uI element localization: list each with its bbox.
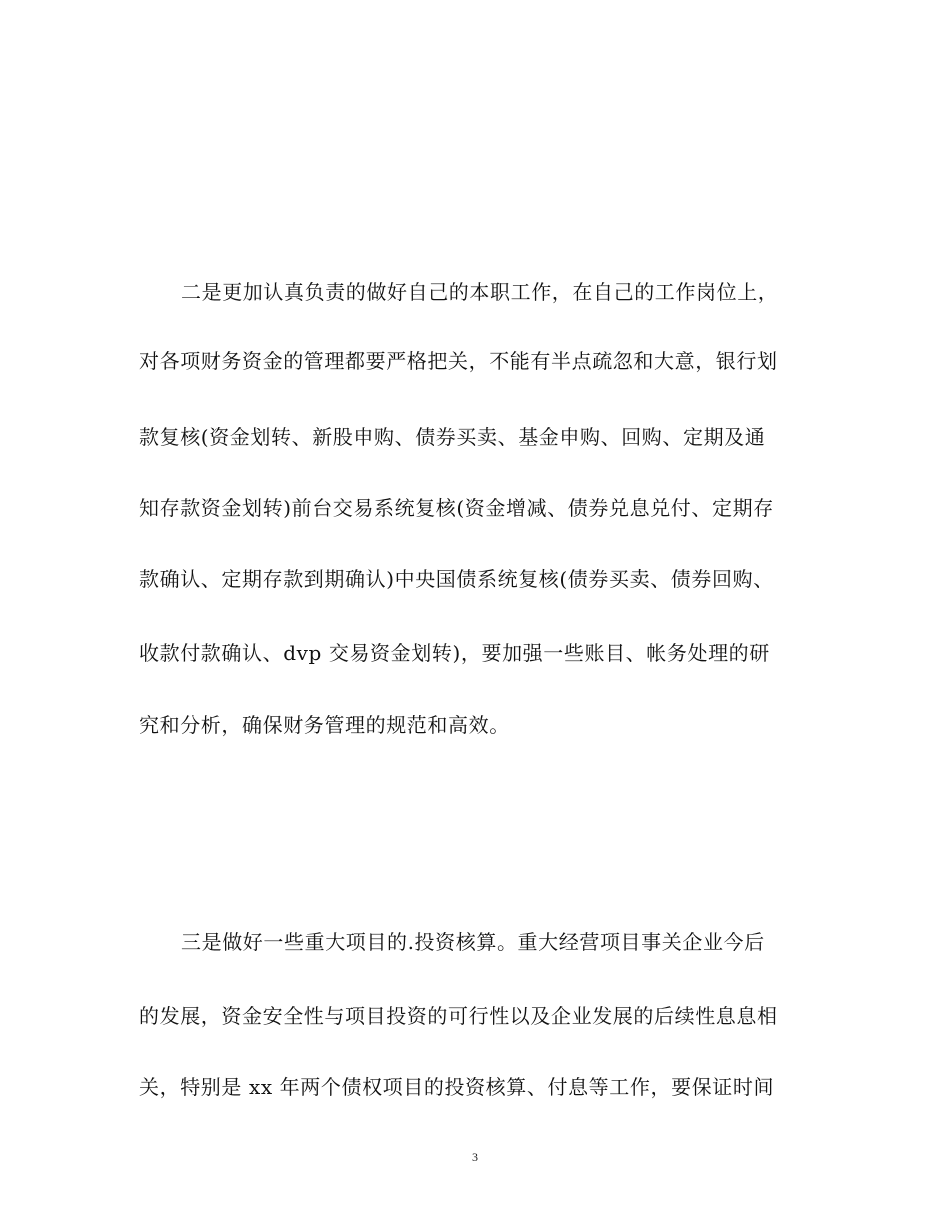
paragraph-1-line-1: 二是更加认真负责的做好自己的本职工作，在自己的工作岗位上， <box>181 280 779 304</box>
paragraph-1-line-5: 款确认、定期存款到期确认)中央国债系统复核(债券买卖、债券回购、 <box>139 567 774 591</box>
paragraph-1-line-4: 知存款资金划转)前台交易系统复核(资金增减、债券兑息兑付、定期存 <box>139 496 774 520</box>
paragraph-1-line-7: 究和分析，确保财务管理的规范和高效。 <box>139 713 510 737</box>
paragraph-2-line-2: 的发展，资金安全性与项目投资的可行性以及企业发展的后续性息息相 <box>139 1004 778 1028</box>
paragraph-1-line-3: 款复核(资金划转、新股申购、债券买卖、基金申购、回购、定期及通 <box>139 425 766 449</box>
paragraph-2-line-3: 关，特别是 xx 年两个债权项目的投资核算、付息等工作，要保证时间 <box>139 1075 775 1099</box>
paragraph-1-line-2: 对各项财务资金的管理都要严格把关，不能有半点疏忽和大意，银行划 <box>139 349 778 373</box>
paragraph-2-line-1: 三是做好一些重大项目的.投资核算。重大经营项目事关企业今后 <box>181 930 765 954</box>
page-number: 3 <box>472 1150 478 1164</box>
paragraph-1-line-6: 收款付款确认、dvp 交易资金划转)，要加强一些账目、帐务处理的研 <box>139 641 770 665</box>
